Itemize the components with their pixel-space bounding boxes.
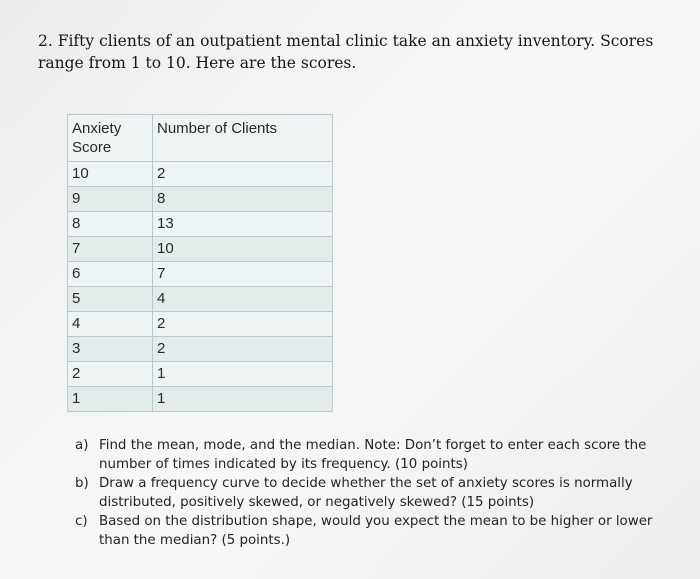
- anxiety-score-table: [67, 114, 333, 412]
- table-row: [68, 187, 333, 212]
- question-item-a: [75, 436, 675, 474]
- score-cell: 10: [68, 162, 153, 187]
- score-cell: 9: [68, 187, 153, 212]
- count-cell: 7: [153, 262, 333, 287]
- count-cell: 2: [153, 312, 333, 337]
- problem-intro: 2. Fifty clients of an outpatient mental clinic take an anxiety inventory. Scores range from 1 to 10. Here are the scores.: [38, 32, 654, 72]
- score-cell: 6: [68, 262, 153, 287]
- question-text: Draw a frequency curve to decide whether the set of anxiety scores is normally distributed, positively skewed, or negatively skewed? (15 points): [99, 476, 633, 510]
- table-row: [68, 337, 333, 362]
- count-cell: 4: [153, 287, 333, 312]
- header-number-of-clients: Number of Clients: [153, 115, 333, 162]
- question-letter: c): [75, 514, 88, 529]
- table-row: [68, 212, 333, 237]
- question-list: [75, 436, 675, 550]
- count-cell: 8: [153, 187, 333, 212]
- count-cell: 10: [153, 237, 333, 262]
- score-cell: 2: [68, 362, 153, 387]
- score-cell: 7: [68, 237, 153, 262]
- count-cell: 2: [153, 162, 333, 187]
- score-cell: 1: [68, 387, 153, 412]
- header-anxiety-score: Anxiety Score: [68, 115, 153, 162]
- table-header-row: [68, 115, 333, 162]
- count-cell: 2: [153, 337, 333, 362]
- question-letter: a): [75, 438, 89, 453]
- table-row: [68, 162, 333, 187]
- table-row: [68, 362, 333, 387]
- question-item-c: [75, 512, 675, 550]
- table-row: [68, 237, 333, 262]
- table-row: [68, 387, 333, 412]
- question-letter: b): [75, 476, 89, 491]
- table-row: [68, 287, 333, 312]
- score-cell: 3: [68, 337, 153, 362]
- question-text: Based on the distribution shape, would you expect the mean to be higher or lower than the median? (5 points.): [99, 514, 653, 548]
- question-text: Find the mean, mode, and the median. Note: Don’t forget to enter each score the number of times indicated by its frequency. (10 points): [99, 438, 647, 472]
- table-row: [68, 262, 333, 287]
- table-row: [68, 312, 333, 337]
- question-item-b: [75, 474, 675, 512]
- score-cell: 5: [68, 287, 153, 312]
- count-cell: 1: [153, 362, 333, 387]
- count-cell: 1: [153, 387, 333, 412]
- score-cell: 8: [68, 212, 153, 237]
- score-cell: 4: [68, 312, 153, 337]
- count-cell: 13: [153, 212, 333, 237]
